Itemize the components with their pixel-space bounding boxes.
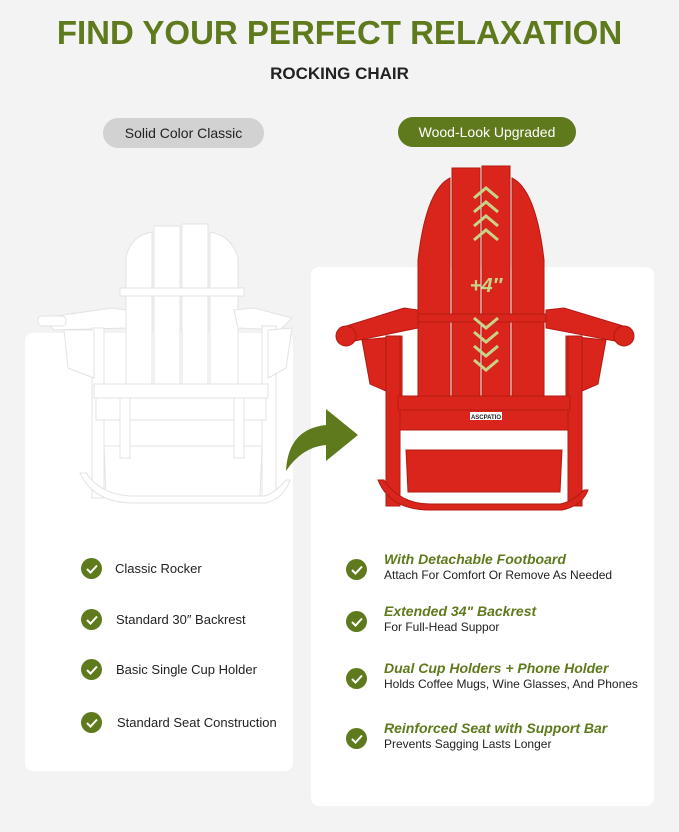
page-title: FIND YOUR PERFECT RELAXATION: [56, 14, 623, 51]
white-rocking-chair-image: [34, 218, 296, 508]
classic-feature-label: Classic Rocker: [115, 561, 202, 576]
classic-feature-item: [81, 609, 246, 630]
check-circle-icon: [81, 659, 102, 680]
backrest-extension-callout: +4″: [469, 275, 503, 297]
page-subtitle: ROCKING CHAIR: [270, 64, 409, 83]
upgraded-feature-item: [346, 603, 536, 635]
upgraded-feature-subtitle: Holds Coffee Mugs, Wine Glasses, And Phones: [384, 677, 638, 691]
chair-brand-label: ASCPATIO: [470, 415, 502, 421]
classic-feature-label: Standard 30″ Backrest: [116, 612, 246, 627]
upgraded-feature-item: [346, 551, 612, 583]
upgraded-feature-item: [346, 660, 638, 692]
classic-feature-item: [81, 712, 277, 733]
check-circle-icon: [81, 609, 102, 630]
upgraded-feature-subtitle: Prevents Sagging Lasts Longer: [384, 737, 552, 751]
check-circle-icon: [346, 559, 367, 580]
check-circle-icon: [346, 728, 367, 749]
classic-feature-label: Basic Single Cup Holder: [116, 662, 257, 677]
classic-feature-item: [81, 558, 202, 579]
check-circle-icon: [346, 611, 367, 632]
classic-feature-item: [81, 659, 257, 680]
upgraded-feature-title: Extended 34" Backrest: [384, 603, 537, 619]
upgraded-badge: Wood-Look Upgraded: [398, 117, 576, 147]
classic-badge: Solid Color Classic: [103, 118, 264, 148]
classic-feature-label: Standard Seat Construction: [117, 715, 277, 730]
upgraded-feature-subtitle: For Full-Head Suppor: [384, 620, 500, 634]
check-circle-icon: [81, 558, 102, 579]
upgraded-feature-title: Reinforced Seat with Support Bar: [384, 720, 608, 736]
upgraded-feature-title: Dual Cup Holders + Phone Holder: [384, 660, 609, 676]
upgraded-feature-item: [346, 720, 607, 752]
upgraded-feature-title: With Detachable Footboard: [384, 551, 566, 567]
check-circle-icon: [81, 712, 102, 733]
check-circle-icon: [346, 668, 367, 689]
upgraded-feature-subtitle: Attach For Comfort Or Remove As Needed: [384, 568, 613, 582]
red-rocking-chair-image: [330, 160, 636, 522]
